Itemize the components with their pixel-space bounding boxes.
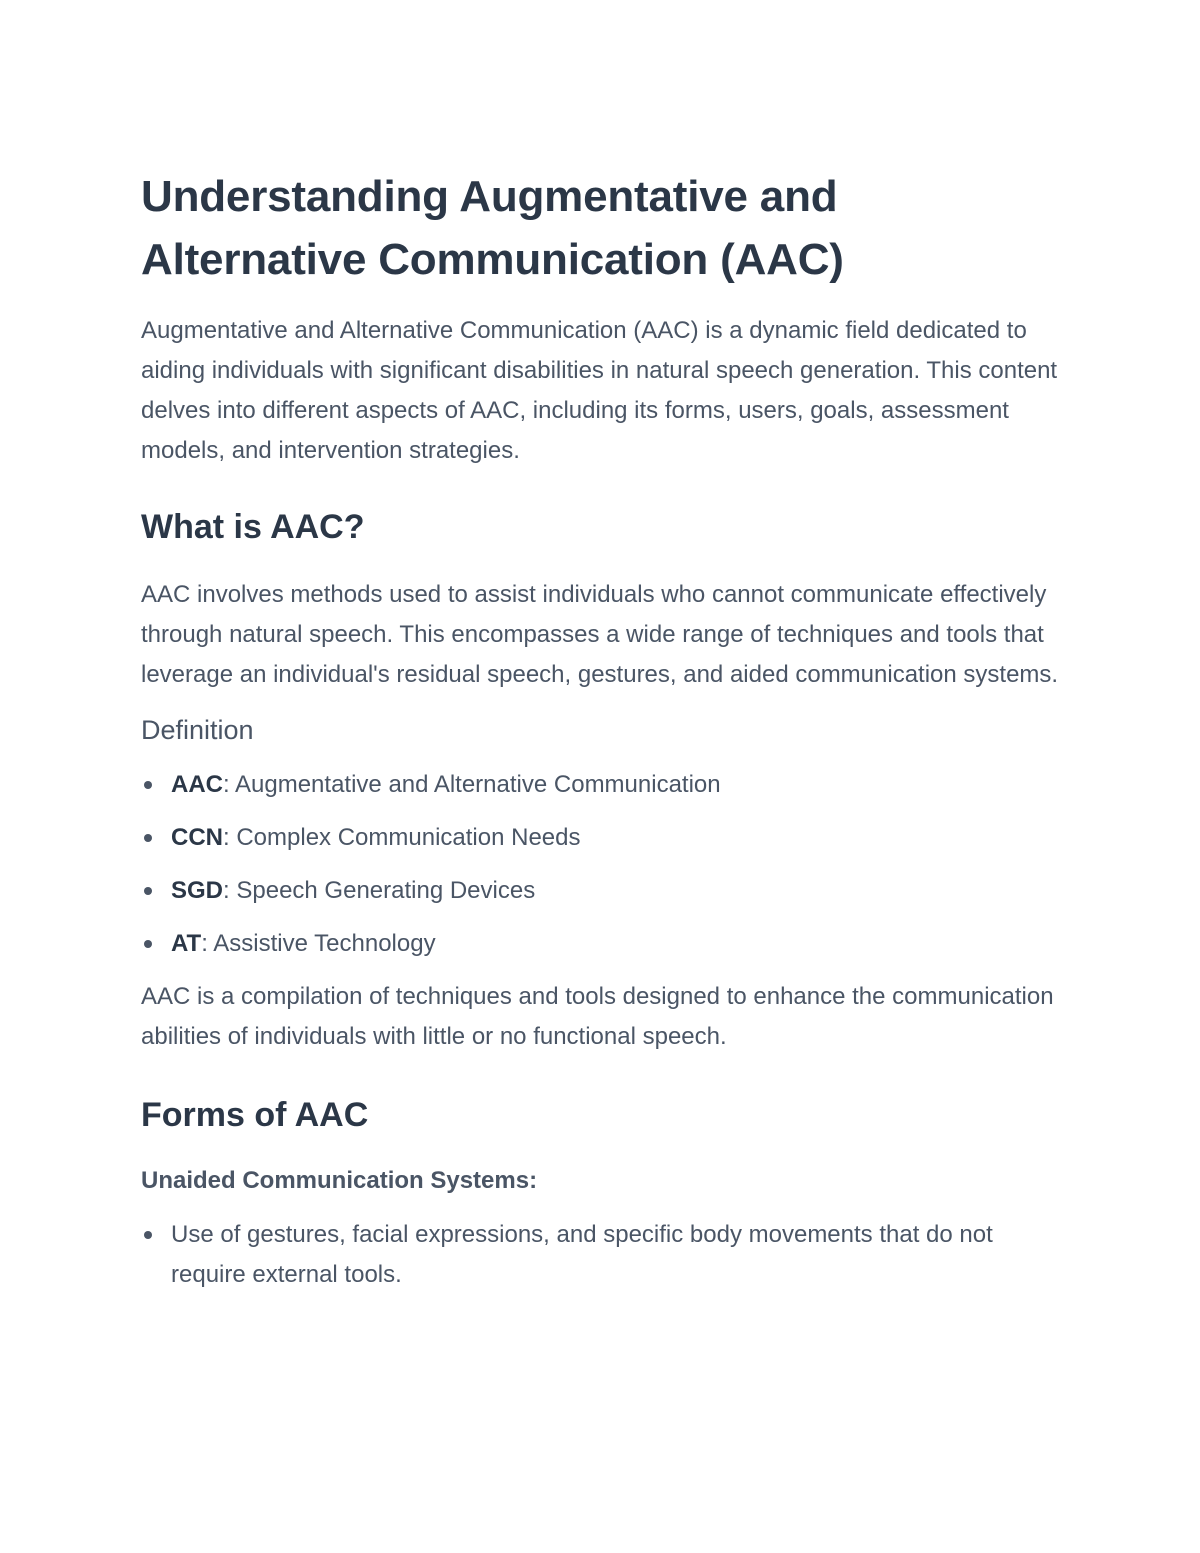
definition-term: AAC: [171, 771, 223, 798]
definition-description: Augmentative and Alternative Communication: [235, 771, 721, 798]
bullet-icon: [144, 1231, 152, 1239]
bullet-icon: [144, 781, 152, 789]
definition-list: [141, 765, 1071, 964]
what-is-aac-heading: What is AAC?: [141, 508, 365, 546]
list-item: [141, 765, 1071, 805]
definition-separator: :: [201, 930, 214, 957]
bullet-icon: [144, 887, 152, 895]
definition-summary: AAC is a compilation of techniques and tools designed to enhance the communication abilities of individuals with little or no functional speech.: [141, 983, 1054, 1050]
definition-term: CCN: [171, 824, 223, 851]
intro-paragraph: Augmentative and Alternative Communication (AAC) is a dynamic field dedicated to aiding individuals with significant disabilities in natural speech generation. This content delves into different aspects of AAC, including its forms, users, goals, assessment models, and intervention strategies.: [141, 317, 1058, 464]
definition-description: Speech Generating Devices: [236, 877, 536, 904]
list-item: [141, 871, 1071, 911]
definition-term: AT: [171, 930, 202, 957]
definition-description: Complex Communication Needs: [236, 824, 581, 851]
document-page: [141, 165, 1071, 1295]
definition-heading: Definition: [141, 715, 254, 745]
list-item: [141, 924, 1071, 964]
what-is-aac-paragraph: AAC involves methods used to assist individuals who cannot communicate effectively through natural speech. This encompasses a wide range of techniques and tools that leverage an individual's residual speech, gestures, and aided communication systems.: [141, 581, 1059, 688]
definition-separator: :: [223, 824, 237, 851]
list-item: [141, 818, 1071, 858]
page-title: Understanding Augmentative and Alternative Communication (AAC): [141, 172, 844, 284]
unaided-list: [141, 1215, 1041, 1295]
bullet-icon: [144, 834, 152, 842]
forms-of-aac-heading: Forms of AAC: [141, 1096, 369, 1134]
definition-description: Assistive Technology: [213, 930, 436, 957]
list-item: [141, 1215, 1041, 1295]
definition-term: SGD: [171, 877, 224, 904]
definition-separator: :: [223, 877, 237, 904]
unaided-item-text: Use of gestures, facial expressions, and specific body movements that do not require external tools.: [171, 1221, 993, 1288]
definition-separator: :: [223, 771, 236, 798]
unaided-systems-label: Unaided Communication Systems:: [141, 1167, 538, 1194]
bullet-icon: [144, 940, 152, 948]
